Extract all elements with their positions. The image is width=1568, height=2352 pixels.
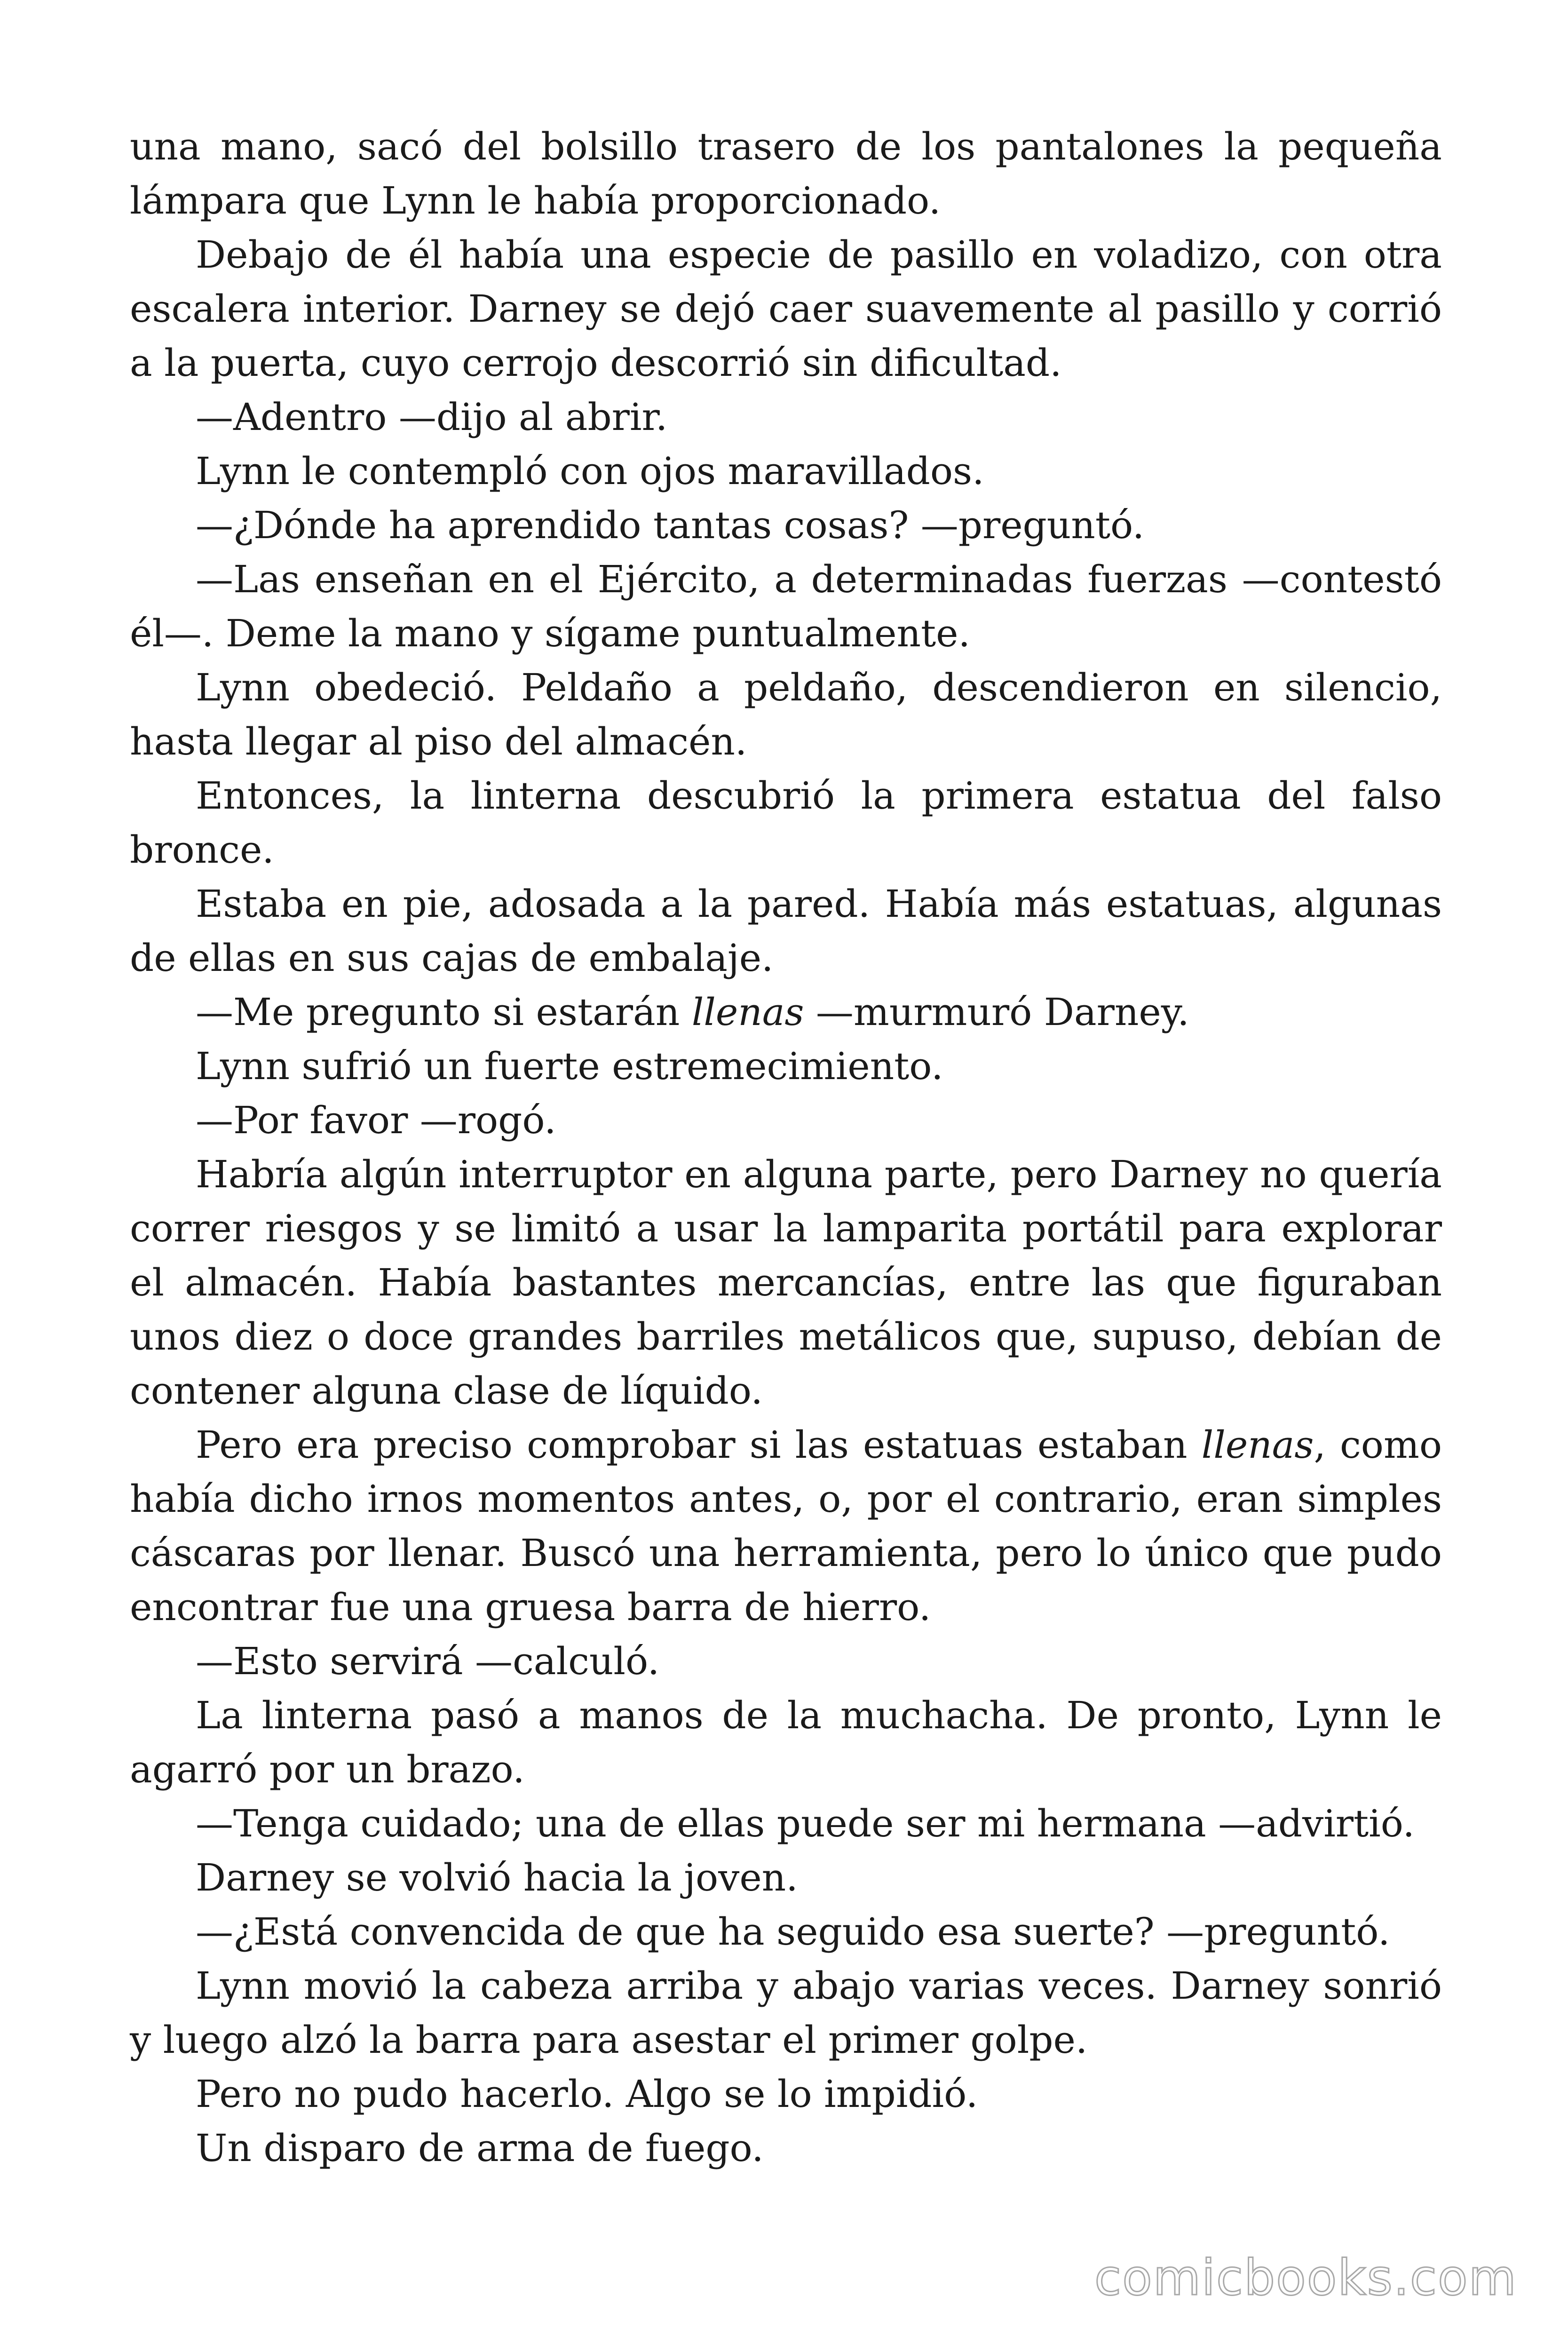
paragraph	[130, 552, 1442, 660]
text-run: Darney se volvió hacia la joven.	[196, 1856, 798, 1899]
text-run: Lynn obedeció. Peldaño a peldaño, descendieron en silencio, hasta llegar al piso del almacén.	[130, 666, 1442, 763]
text-run: Un disparo de arma de fuego.	[196, 2126, 764, 2170]
text-run: , como había dicho irnos momentos antes, o, por el contrario, eran simples cáscaras por llenar. Buscó una herramienta, pero lo único que pudo encontrar fue una gruesa barra de hierro.	[130, 1423, 1442, 1629]
text-run: —Las enseñan en el Ejército, a determinadas fuerzas —contestó él—. Deme la mano y sígame puntualmente.	[130, 557, 1442, 655]
paragraph	[130, 769, 1442, 877]
paragraph	[130, 228, 1442, 390]
text-run: Entonces, la linterna descubrió la primera estatua del falso bronce.	[130, 774, 1442, 872]
page-body	[130, 119, 1442, 2175]
paragraph	[130, 660, 1442, 769]
text-run: —murmuró Darney.	[804, 990, 1189, 1034]
paragraph	[130, 498, 1442, 552]
italic-text: llenas	[1201, 1423, 1314, 1467]
paragraph	[130, 1093, 1442, 1147]
paragraph	[130, 1418, 1442, 1634]
paragraph	[130, 1959, 1442, 2067]
paragraph	[130, 2121, 1442, 2175]
text-run: —Por favor —rogó.	[196, 1098, 556, 1142]
paragraph	[130, 1905, 1442, 1959]
paragraph	[130, 985, 1442, 1039]
paragraph	[130, 444, 1442, 498]
paragraph	[130, 119, 1442, 228]
text-run: —Me pregunto si estarán	[196, 990, 692, 1034]
italic-text: llenas	[691, 990, 804, 1034]
text-run: —¿Está convencida de que ha seguido esa suerte? —preguntó.	[196, 1910, 1390, 1954]
paragraph	[130, 877, 1442, 985]
paragraph	[130, 1796, 1442, 1851]
paragraph	[130, 390, 1442, 444]
paragraph	[130, 2067, 1442, 2121]
paragraph	[130, 1039, 1442, 1093]
paragraph	[130, 1851, 1442, 1905]
paragraph	[130, 1147, 1442, 1418]
text-run: una mano, sacó del bolsillo trasero de los pantalones la pequeña lámpara que Lynn le había proporcionado.	[130, 125, 1442, 222]
text-run: Lynn movió la cabeza arriba y abajo varias veces. Darney sonrió y luego alzó la barra para asestar el primer golpe.	[130, 1964, 1442, 2062]
text-run: Pero no pudo hacerlo. Algo se lo impidió.	[196, 2072, 978, 2116]
text-run: —Esto servirá —calculó.	[196, 1639, 660, 1683]
text-run: Estaba en pie, adosada a la pared. Había más estatuas, algunas de ellas en sus cajas de embalaje.	[130, 882, 1442, 980]
text-run: —¿Dónde ha aprendido tantas cosas? —preguntó.	[196, 503, 1145, 547]
text-run: La linterna pasó a manos de la muchacha. De pronto, Lynn le agarró por un brazo.	[130, 1693, 1442, 1791]
paragraph	[130, 1634, 1442, 1688]
text-run: Debajo de él había una especie de pasillo en voladizo, con otra escalera interior. Darney se dejó caer suavemente al pasillo y corrió a la puerta, cuyo cerrojo descorrió sin dificultad.	[130, 233, 1442, 385]
text-run: —Tenga cuidado; una de ellas puede ser mi hermana —advirtió.	[196, 1802, 1415, 1845]
watermark: comicbooks.com	[1094, 2249, 1517, 2306]
paragraph	[130, 1688, 1442, 1796]
text-run: —Adentro —dijo al abrir.	[196, 395, 668, 439]
text-run: Lynn sufrió un fuerte estremecimiento.	[196, 1044, 943, 1088]
text-run: Lynn le contempló con ojos maravillados.	[196, 449, 984, 493]
text-run: Pero era preciso comprobar si las estatuas estaban	[196, 1423, 1202, 1467]
text-run: Habría algún interruptor en alguna parte, pero Darney no quería correr riesgos y se limitó a usar la lamparita portátil para explorar el almacén. Había bastantes mercancías, entre las que figuraban unos diez o doce grandes barriles metálicos que, supuso, debían de contener alguna clase de líquido.	[130, 1152, 1442, 1413]
